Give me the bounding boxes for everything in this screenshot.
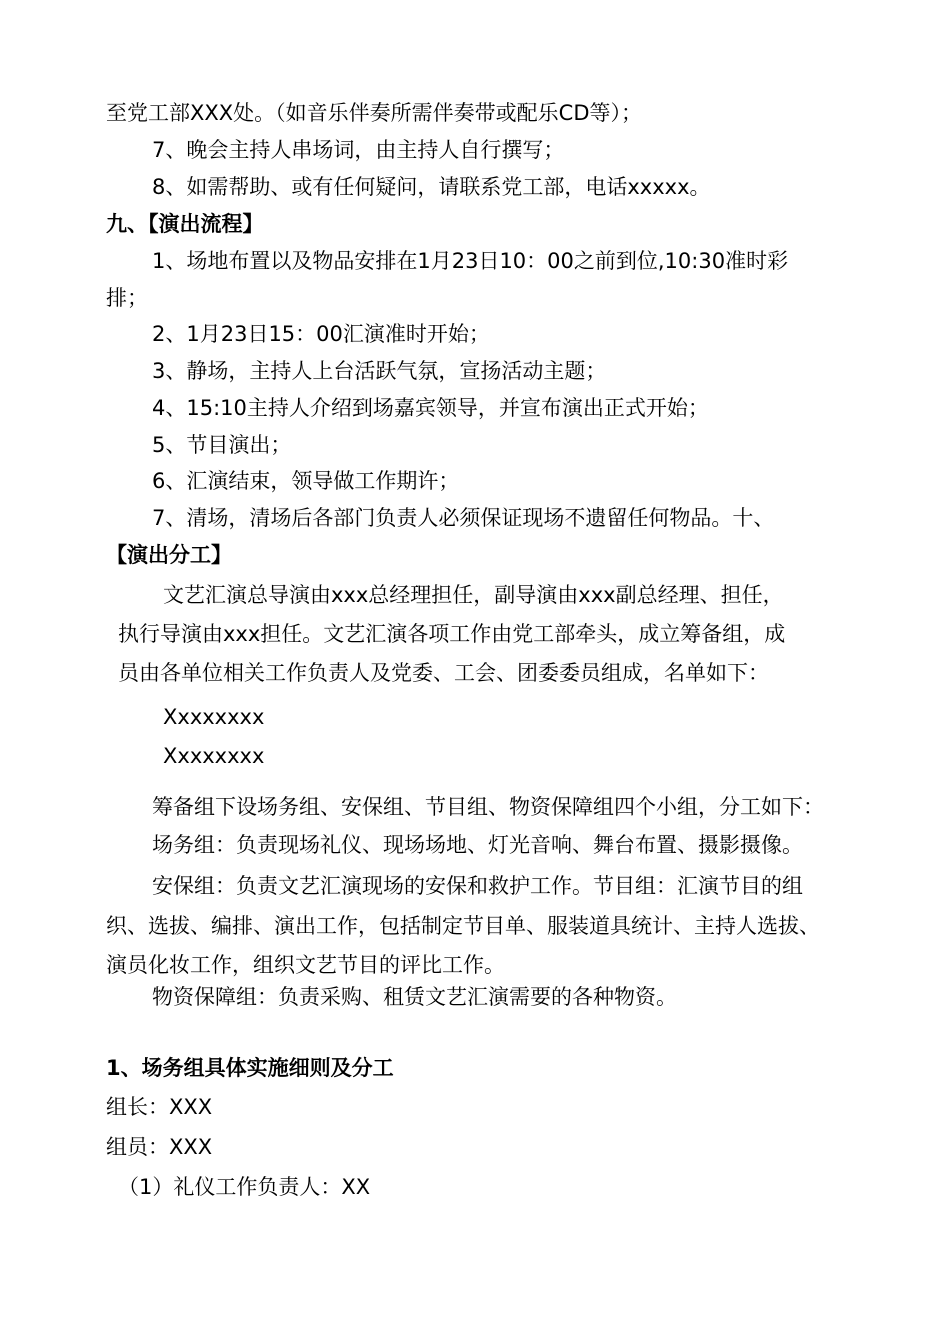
text-line: 至党工部XXX处。（如音乐伴奏所需伴奏带或配乐CD等）； (106, 101, 642, 125)
text-line: 场务组：负责现场礼仪、现场场地、灯光音响、舞台布置、摄影摄像。 (152, 833, 803, 857)
text-line: 文艺汇演总导演由xxx总经理担任，副导演由xxx副总经理、担任， (163, 583, 784, 607)
text-line: 物资保障组：负责采购、租赁文艺汇演需要的各种物资。 (152, 985, 677, 1009)
text-line: 5、节目演出； (152, 433, 292, 457)
text-line: 3、静场，主持人上台活跃气氛，宣扬活动主题； (152, 359, 607, 383)
text-line: 8、如需帮助、或有任何疑问，请联系党工部，电话xxxxx。 (152, 175, 711, 199)
member-name: Xxxxxxxx (163, 705, 265, 729)
text-line: 4、15:10主持人介绍到场嘉宾领导，并宣布演出正式开始； (152, 396, 709, 420)
text-line: 织、选拔、编排、演出工作，包括制定节目单、服装道具统计、主持人选拔、 (106, 914, 820, 938)
text-line: 组员：XXX (106, 1135, 213, 1159)
text-line: 7、晚会主持人串场词，由主持人自行撰写； (152, 138, 565, 162)
subsection-heading: 1、场务组具体实施细则及分工 (106, 1056, 394, 1080)
text-line: 安保组：负责文艺汇演现场的安保和救护工作。节目组：汇演节目的组 (152, 874, 803, 898)
text-line: 执行导演由xxx担任。文艺汇演各项工作由党工部牵头，成立筹备组，成 (118, 622, 786, 646)
text-line: 员由各单位相关工作负责人及党委、工会、团委委员组成，名单如下： (118, 661, 769, 685)
text-line: 组长：XXX (106, 1095, 213, 1119)
member-name: Xxxxxxxx (163, 744, 265, 768)
text-line: 1、场地布置以及物品安排在1月23日10：00之前到位,10:30准时彩 (152, 249, 789, 273)
text-line: 排； (106, 286, 148, 310)
text-line: 2、1月23日15：00汇演准时开始； (152, 322, 490, 346)
text-line: （1）礼仪工作负责人：XX (118, 1175, 371, 1199)
text-line: 7、清场，清场后各部门负责人必须保证现场不遗留任何物品。十、 (152, 506, 775, 530)
section-heading: 九、【演出流程】 (106, 212, 264, 236)
text-line: 演员化妆工作，组织文艺节目的评比工作。 (106, 953, 505, 977)
text-line: 6、汇演结束，领导做工作期许； (152, 469, 460, 493)
section-heading: 【演出分工】 (106, 543, 232, 567)
text-line: 筹备组下设场务组、安保组、节目组、物资保障组四个小组，分工如下： (152, 795, 824, 819)
